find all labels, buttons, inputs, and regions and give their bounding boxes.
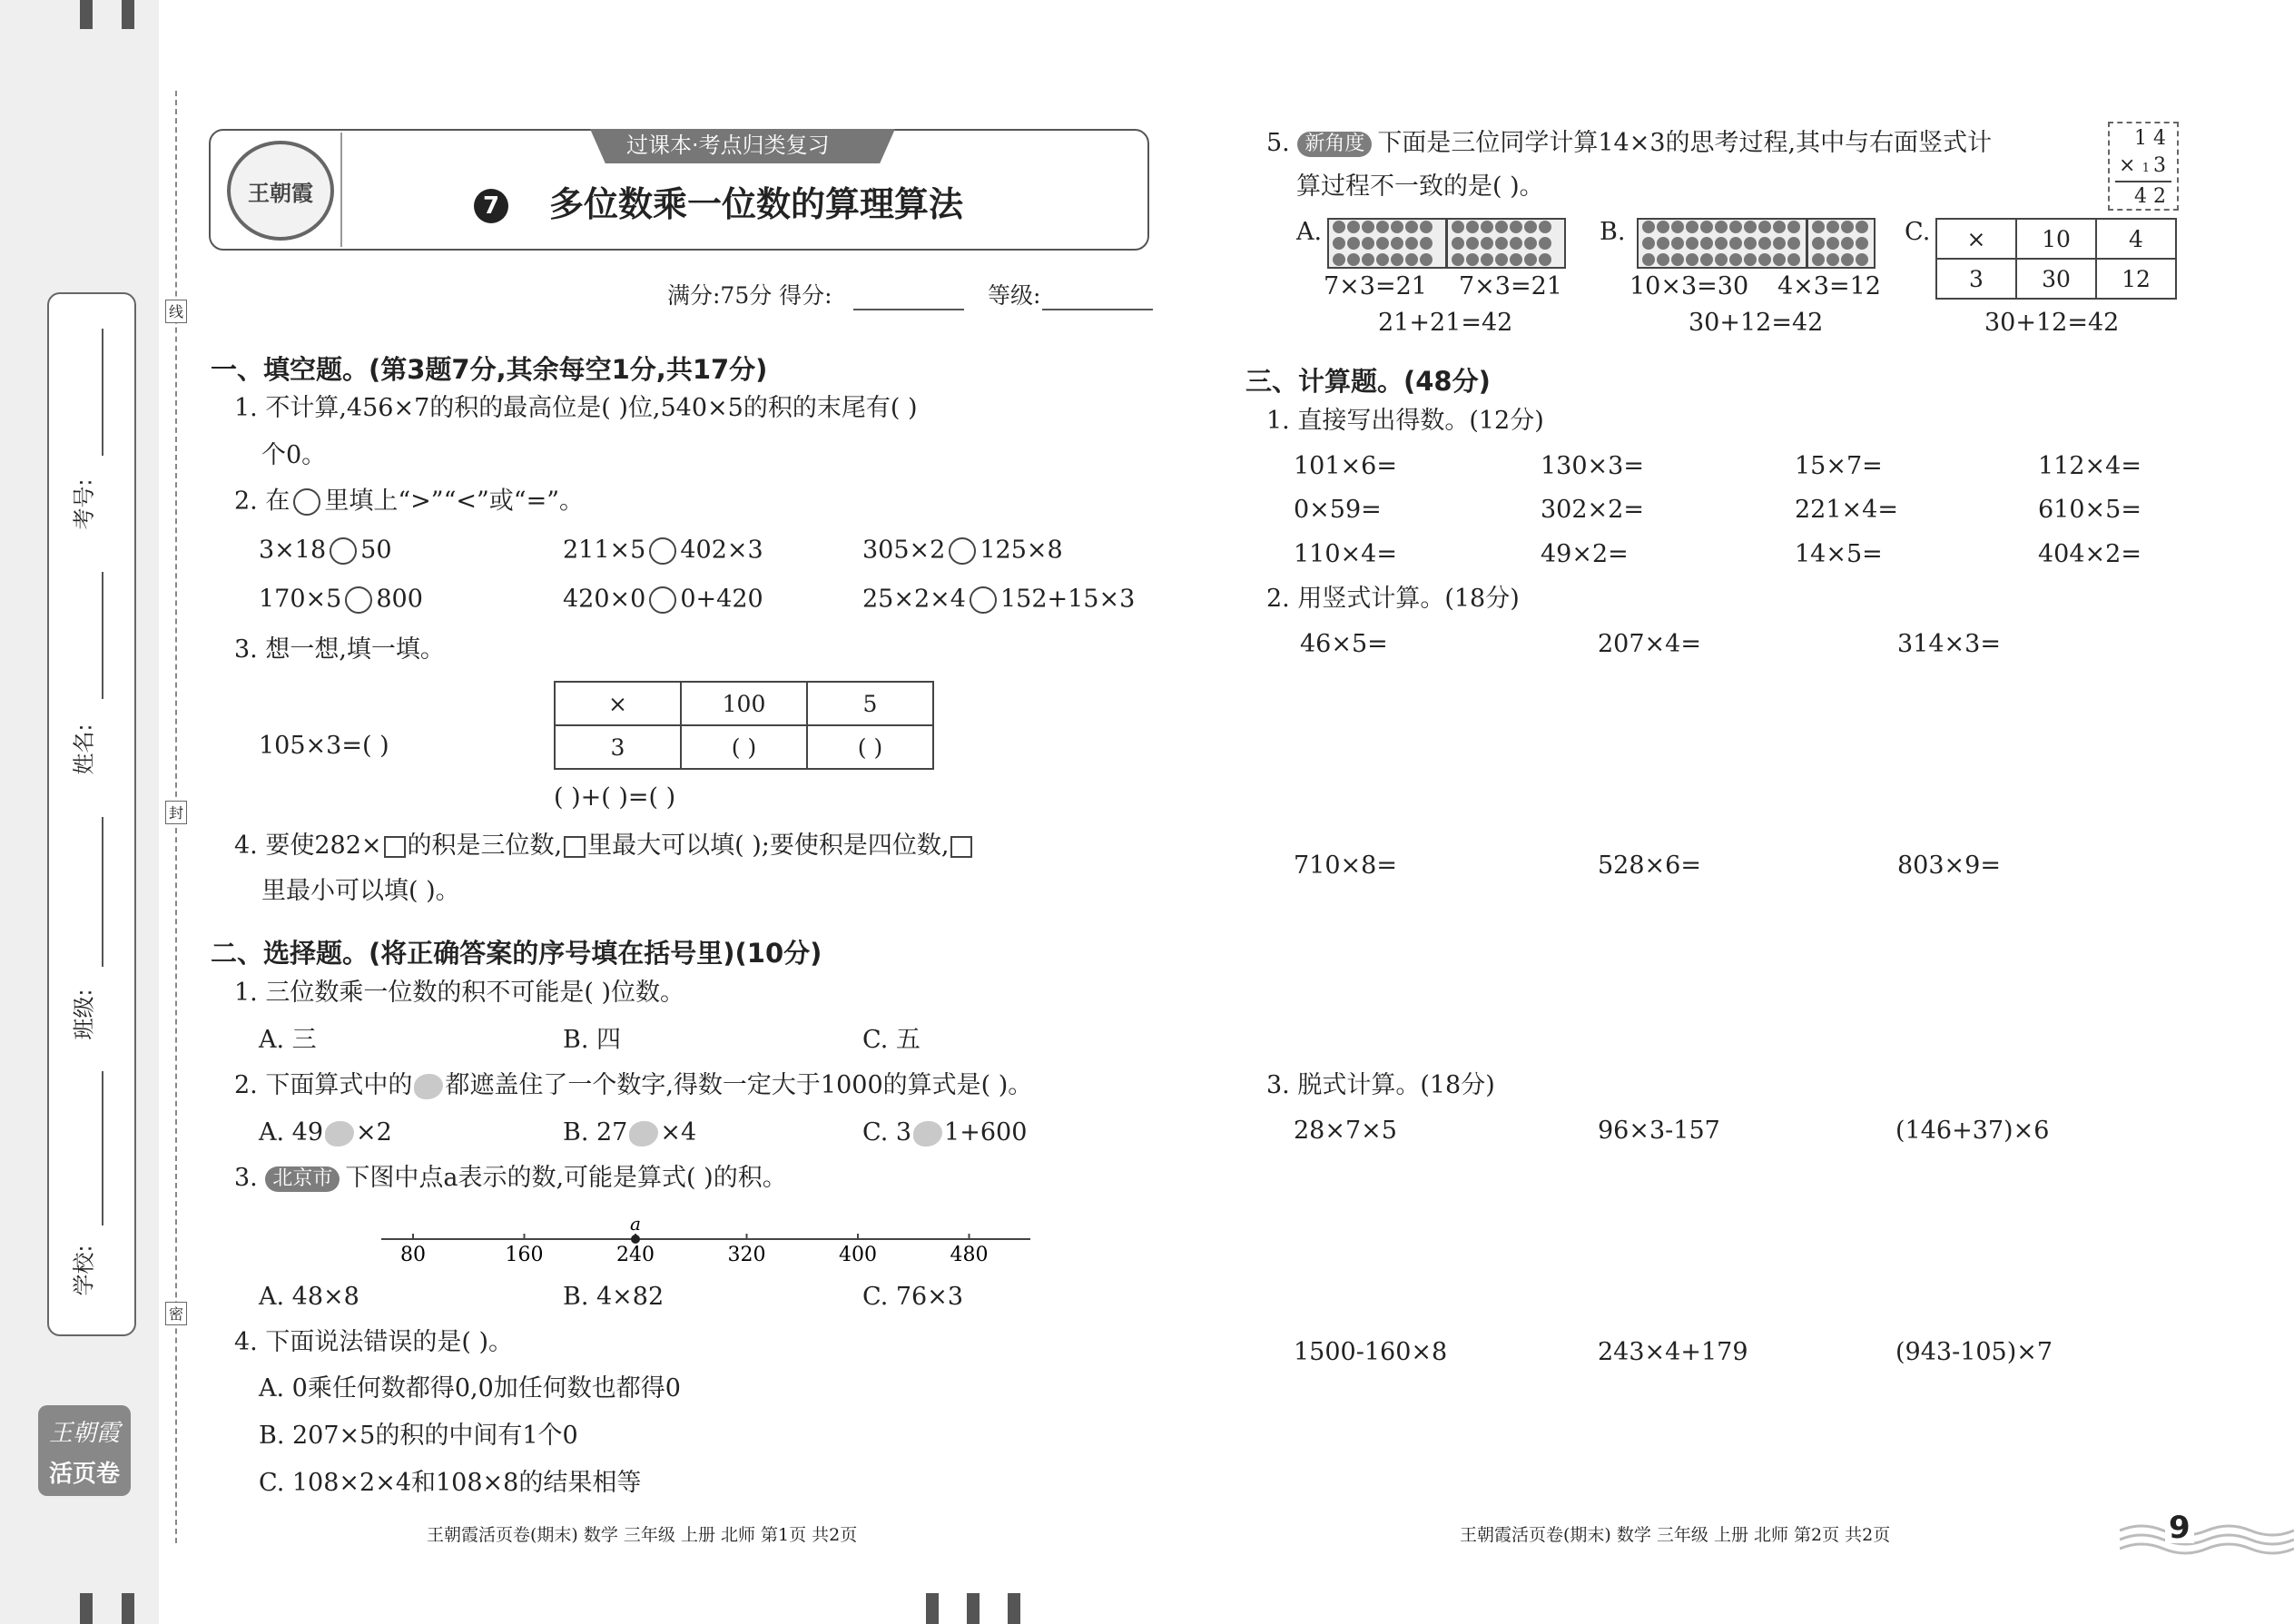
counter-dot	[1812, 237, 1825, 250]
counter-dot	[1686, 253, 1698, 266]
counter-dot	[1420, 237, 1433, 250]
field-name: 姓名:	[71, 723, 97, 775]
dot-array	[1446, 218, 1566, 269]
vertical-calc: 207×4=	[1598, 630, 1701, 658]
optB-label[interactable]: B.	[1600, 218, 1626, 246]
brand-logo	[38, 1405, 131, 1496]
counter-dot	[1657, 221, 1669, 233]
compare-item	[563, 537, 763, 565]
counter-dot	[1481, 253, 1493, 266]
direct-calc: 221×4=	[1795, 496, 1898, 524]
counter-dot	[1841, 221, 1854, 233]
q2-part: 都遮盖住了一个数字,得数一定大于1000的算式是( )。	[445, 1071, 1033, 1099]
counter-dot	[1700, 221, 1713, 233]
counter-dot	[1812, 221, 1825, 233]
counter-dot	[1686, 221, 1698, 233]
direct-calc: 14×5=	[1795, 540, 1883, 568]
counter-dot	[1715, 253, 1728, 266]
cover-blob	[414, 1074, 443, 1099]
field-school: 学校:	[71, 1245, 97, 1296]
counter-dot	[1362, 253, 1374, 266]
number-line-tick-label: 480	[950, 1244, 989, 1266]
counter-dot	[1362, 221, 1374, 233]
wave-decoration	[2120, 1518, 2294, 1558]
number-line-tick-label: 320	[727, 1244, 766, 1266]
dot-array	[1807, 218, 1876, 269]
counter-dot	[1671, 221, 1684, 233]
s1-q1-line1: 1. 不计算,456×7的积的最高位是( )位,540×5的积的末尾有( )	[234, 394, 918, 422]
compare-item	[259, 537, 392, 565]
counter-dot	[1657, 237, 1669, 250]
cell: 3	[1936, 259, 2016, 299]
counter-dot	[1376, 253, 1389, 266]
counter-dot	[1539, 253, 1551, 266]
direct-calc: 101×6=	[1294, 452, 1397, 480]
compare-circle[interactable]	[970, 586, 997, 614]
vc-line	[2115, 181, 2171, 182]
cell: ×	[555, 682, 681, 725]
counter-dot	[1826, 237, 1839, 250]
s2-q2	[234, 1073, 1032, 1099]
crop-mark	[967, 1593, 980, 1624]
s3-q1: 1. 直接写出得数。(12分)	[1266, 407, 1544, 435]
crop-mark	[1008, 1593, 1020, 1624]
cover-blob	[629, 1121, 658, 1147]
counter-dot	[1466, 221, 1479, 233]
number-line-tick-label: 80	[400, 1244, 426, 1266]
option[interactable]: C. 76×3	[862, 1283, 964, 1311]
seal-char: 封	[165, 801, 187, 824]
option[interactable]: B. 四	[563, 1026, 622, 1054]
counter-dot	[1466, 237, 1479, 250]
cell: 3	[555, 725, 681, 769]
compare-right: 152+15×3	[999, 585, 1136, 614]
counter-dot	[1376, 221, 1389, 233]
counter-dot	[1524, 221, 1537, 233]
direct-calc: 0×59=	[1294, 496, 1382, 524]
compare-item	[862, 537, 1063, 565]
s2-q1: 1. 三位数乘一位数的积不可能是( )位数。	[234, 979, 684, 1007]
compare-circle[interactable]	[649, 586, 676, 614]
counter-dot	[1744, 237, 1757, 250]
blank-square	[950, 836, 972, 858]
number-line-point-label: a	[630, 1213, 641, 1235]
blank-square	[564, 836, 586, 858]
cover-blob	[913, 1121, 942, 1147]
compare-item	[563, 586, 763, 614]
counter-dot	[1729, 253, 1742, 266]
counter-dot	[1510, 253, 1522, 266]
optA-sum: 21+21=42	[1378, 309, 1513, 337]
counter-dot	[1758, 253, 1771, 266]
number-line-tick-label: 400	[839, 1244, 877, 1266]
number-line	[372, 1212, 1035, 1266]
compare-circle[interactable]	[949, 537, 976, 565]
direct-calc: 110×4=	[1294, 540, 1397, 568]
counter-dot	[1773, 253, 1786, 266]
counter-dot	[1787, 253, 1800, 266]
step-calc: 243×4+179	[1598, 1338, 1748, 1366]
option-part: B. 27	[563, 1118, 628, 1147]
counter-dot	[1452, 253, 1464, 266]
field-line	[102, 572, 103, 699]
s1-q1-line2: 个0。	[261, 441, 327, 469]
s1-q3-stem: 3. 想一想,填一填。	[234, 635, 445, 664]
counter-dot	[1642, 221, 1655, 233]
compare-right: 402×3	[680, 536, 763, 565]
counter-dot	[1347, 253, 1360, 266]
field-line	[102, 817, 103, 967]
counter-dot	[1856, 237, 1868, 250]
brand-logo-top: 王朝霞	[48, 1420, 120, 1447]
compare-right: 0+420	[680, 585, 763, 614]
option[interactable]: A. 48×8	[259, 1283, 359, 1311]
optA-eq1: 7×3=21	[1324, 272, 1427, 300]
brand-logo-bottom: 活页卷	[48, 1461, 120, 1488]
compare-circle[interactable]	[345, 586, 372, 614]
counter-dot	[1524, 253, 1537, 266]
optC-sum: 30+12=42	[1984, 309, 2120, 337]
counter-dot	[1729, 237, 1742, 250]
counter-dot	[1657, 253, 1669, 266]
counter-dot	[1841, 253, 1854, 266]
grade-blank	[1042, 309, 1153, 310]
crop-mark	[80, 0, 93, 29]
vc-top: 1 4	[2134, 127, 2166, 150]
s2-q3-text: 下图中点a表示的数,可能是算式( )的积。	[345, 1164, 787, 1192]
s3-q2: 2. 用竖式计算。(18分)	[1266, 585, 1520, 613]
counter-dot	[1856, 221, 1868, 233]
cell-blank[interactable]: ( )	[681, 725, 807, 769]
direct-calc: 49×2=	[1541, 540, 1629, 568]
number-line-tick-label: 240	[616, 1244, 655, 1266]
counter-dot	[1729, 221, 1742, 233]
step-calc: 28×7×5	[1294, 1117, 1397, 1145]
counter-dot	[1715, 221, 1728, 233]
counter-dot	[1642, 253, 1655, 266]
region-tag: 北京市	[265, 1166, 340, 1192]
vertical-calc: 710×8=	[1294, 851, 1397, 880]
counter-dot	[1758, 221, 1771, 233]
counter-dot	[1671, 253, 1684, 266]
counter-dot	[1391, 253, 1403, 266]
field-exam-number: 考号:	[71, 478, 97, 530]
vc-res: 4 2	[2134, 185, 2166, 208]
logo-seal-text: 王朝霞	[248, 179, 313, 206]
option-part: ×2	[356, 1118, 392, 1147]
compare-item	[862, 586, 1135, 614]
counter-dot	[1405, 253, 1418, 266]
optA-eq2: 7×3=21	[1459, 272, 1562, 300]
option[interactable]	[862, 1120, 1027, 1147]
step-calc: 96×3-157	[1598, 1117, 1720, 1145]
seal-char: 线	[165, 300, 187, 323]
counter-dot	[1347, 221, 1360, 233]
option[interactable]: C. 108×2×4和108×8的结果相等	[259, 1469, 642, 1497]
counter-dot	[1715, 237, 1728, 250]
counter-dot	[1362, 237, 1374, 250]
crop-mark	[926, 1593, 939, 1624]
counter-dot	[1758, 237, 1771, 250]
page-number: 9	[2165, 1512, 2194, 1543]
field-class: 班级:	[71, 989, 97, 1040]
counter-dot	[1405, 221, 1418, 233]
cell: 30	[2016, 259, 2096, 299]
s2-q4: 4. 下面说法错误的是( )。	[234, 1328, 513, 1356]
compare-circle	[293, 488, 320, 516]
counter-dot	[1841, 237, 1854, 250]
s1-q2-stem: 2. 在 里填上“>”“<”或“=”。	[234, 487, 585, 516]
r-q5-line1: 5. 新角度 下面是三位同学计算14×3的思考过程,其中与右面竖式计	[1266, 129, 1993, 157]
compare-left: 3×18	[259, 536, 327, 565]
cover-blob	[325, 1121, 354, 1147]
counter-dot	[1744, 253, 1757, 266]
compare-circle[interactable]	[330, 537, 357, 565]
direct-calc: 15×7=	[1795, 452, 1883, 480]
direct-calc: 112×4=	[2038, 452, 2141, 480]
number-line-point	[631, 1235, 640, 1244]
counter-dot	[1539, 237, 1551, 250]
vertical-calc: 803×9=	[1897, 851, 2001, 880]
s3-q3: 3. 脱式计算。(18分)	[1266, 1071, 1495, 1099]
option-part: 1+600	[944, 1118, 1028, 1147]
section2-heading: 二、选择题。(将正确答案的序号填在括号里)(10分)	[211, 938, 822, 969]
score-label: 满分:75分 得分:	[667, 282, 832, 309]
counter-dot	[1495, 221, 1508, 233]
compare-left: 170×5	[259, 585, 342, 614]
step-calc: (943-105)×7	[1895, 1338, 2053, 1366]
counter-dot	[1686, 237, 1698, 250]
counter-dot	[1642, 237, 1655, 250]
option[interactable]: A. 0乘任何数都得0,0加任何数也都得0	[259, 1374, 681, 1403]
option[interactable]	[563, 1120, 696, 1147]
cell: 12	[2096, 259, 2176, 299]
counter-dot	[1856, 253, 1868, 266]
optA-label[interactable]: A.	[1296, 218, 1323, 246]
counter-dot	[1452, 237, 1464, 250]
cell: ×	[1936, 219, 2016, 259]
counter-dot	[1391, 221, 1403, 233]
cell: 100	[681, 682, 807, 725]
seal-char: 密	[165, 1302, 187, 1325]
direct-calc: 610×5=	[2038, 496, 2141, 524]
counter-dot	[1481, 221, 1493, 233]
number-line-tick-label: 160	[505, 1244, 544, 1266]
compare-left: 305×2	[862, 536, 946, 565]
counter-dot	[1466, 253, 1479, 266]
cell: 5	[807, 682, 933, 725]
step-calc: (146+37)×6	[1895, 1117, 2050, 1145]
compare-right: 125×8	[980, 536, 1063, 565]
vertical-calc: 46×5=	[1300, 630, 1388, 658]
counter-dot	[1671, 237, 1684, 250]
counter-dot	[1700, 253, 1713, 266]
vc-carry: 1	[2141, 162, 2150, 175]
counter-dot	[1333, 253, 1345, 266]
cell: 4	[2096, 219, 2176, 259]
r-q5-line2: 算过程不一致的是( )。	[1296, 172, 1544, 201]
crop-mark	[122, 1593, 134, 1624]
vertical-calc: 528×6=	[1598, 851, 1701, 880]
counter-dot	[1787, 237, 1800, 250]
footer-right: 王朝霞活页卷(期末) 数学 三年级 上册 北师 第2页 共2页	[1460, 1525, 1891, 1545]
counter-dot	[1333, 221, 1345, 233]
direct-calc: 404×2=	[2038, 540, 2141, 568]
footer-left: 王朝霞活页卷(期末) 数学 三年级 上册 北师 第1页 共2页	[427, 1525, 858, 1545]
new-angle-tag: 新角度	[1297, 132, 1372, 157]
counter-dot	[1787, 221, 1800, 233]
counter-dot	[1420, 253, 1433, 266]
counter-dot	[1826, 221, 1839, 233]
cell-blank[interactable]: ( )	[807, 725, 933, 769]
counter-dot	[1452, 221, 1464, 233]
counter-dot	[1495, 253, 1508, 266]
r-q5-text: 下面是三位同学计算14×3的思考过程,其中与右面竖式计	[1377, 129, 1993, 157]
logo-separator	[340, 133, 342, 247]
counter-dot	[1826, 253, 1839, 266]
option[interactable]: C. 五	[862, 1026, 921, 1054]
counter-dot	[1510, 221, 1522, 233]
student-info-box	[47, 292, 136, 1336]
option[interactable]: A. 三	[259, 1026, 317, 1054]
optB-sum: 30+12=42	[1689, 309, 1824, 337]
counter-dot	[1773, 221, 1786, 233]
option-part: C. 3	[862, 1118, 912, 1147]
section1-heading: 一、填空题。(第3题7分,其余每空1分,共17分)	[211, 354, 768, 385]
option[interactable]: B. 207×5的积的中间有1个0	[259, 1422, 578, 1450]
counter-dot	[1420, 221, 1433, 233]
counter-dot	[1812, 253, 1825, 266]
counter-dot	[1376, 237, 1389, 250]
compare-item	[259, 586, 423, 614]
chapter-number: 7	[474, 189, 508, 223]
compare-left: 25×2×4	[862, 585, 966, 614]
option-part: A. 49	[259, 1118, 324, 1147]
counter-dot	[1481, 237, 1493, 250]
compare-circle[interactable]	[649, 537, 676, 565]
counter-dot	[1524, 237, 1537, 250]
cell: 10	[2016, 219, 2096, 259]
counter-dot	[1495, 237, 1508, 250]
counter-dot	[1405, 237, 1418, 250]
counter-dot	[1347, 237, 1360, 250]
optC-table	[1935, 218, 2177, 300]
vc-mid: 3	[2153, 154, 2166, 177]
counter-dot	[1773, 237, 1786, 250]
crop-mark	[80, 1593, 93, 1624]
compare-left: 211×5	[563, 536, 646, 565]
direct-calc: 302×2=	[1541, 496, 1644, 524]
counter-dot	[1391, 237, 1403, 250]
chapter-title: 多位数乘一位数的算理算法	[549, 184, 964, 224]
s1-q3-sum: ( )+( )=( )	[554, 783, 676, 812]
banner-subtitle: 过课本·考点归类复习	[626, 133, 830, 158]
counter-dot	[1333, 237, 1345, 250]
option-part: ×4	[660, 1118, 697, 1147]
field-line	[102, 1071, 103, 1225]
dot-array	[1327, 218, 1447, 269]
step-calc: 1500-160×8	[1294, 1338, 1448, 1366]
grade-label: 等级:	[988, 282, 1041, 309]
q2-part: 2. 下面算式中的	[234, 1071, 413, 1099]
counter-dot	[1700, 237, 1713, 250]
optB-eq1: 10×3=30	[1629, 272, 1749, 300]
counter-dot	[1510, 237, 1522, 250]
vertical-calc: 314×3=	[1897, 630, 2001, 658]
optC-label[interactable]: C.	[1905, 218, 1931, 246]
counter-dot	[1539, 221, 1551, 233]
compare-right: 50	[360, 536, 392, 565]
crop-mark	[122, 0, 134, 29]
compare-right: 800	[376, 585, 423, 614]
direct-calc: 130×3=	[1541, 452, 1644, 480]
counter-dot	[1744, 221, 1757, 233]
section3-heading: 三、计算题。(48分)	[1245, 366, 1491, 397]
s1-q4-line1: 4. 要使282× 的积是三位数, 里最大可以填( );要使积是四位数,	[234, 833, 974, 858]
field-line	[102, 329, 103, 456]
vc-op: ×	[2119, 154, 2136, 177]
s1-q3-equation: 105×3=( )	[259, 732, 389, 760]
score-blank	[853, 309, 964, 310]
optB-eq2: 4×3=12	[1777, 272, 1881, 300]
vertical-calc-box	[2108, 122, 2179, 211]
option[interactable]: B. 4×82	[563, 1283, 665, 1311]
s1-q3-table	[554, 681, 934, 770]
s1-q4-line2: 里最小可以填( )。	[261, 877, 460, 905]
option[interactable]	[259, 1120, 392, 1147]
blank-square	[384, 836, 406, 858]
compare-left: 420×0	[563, 585, 646, 614]
s2-q3: 3. 北京市 下图中点a表示的数,可能是算式( )的积。	[234, 1164, 787, 1192]
dot-array	[1637, 218, 1807, 269]
logo-seal	[227, 141, 334, 241]
